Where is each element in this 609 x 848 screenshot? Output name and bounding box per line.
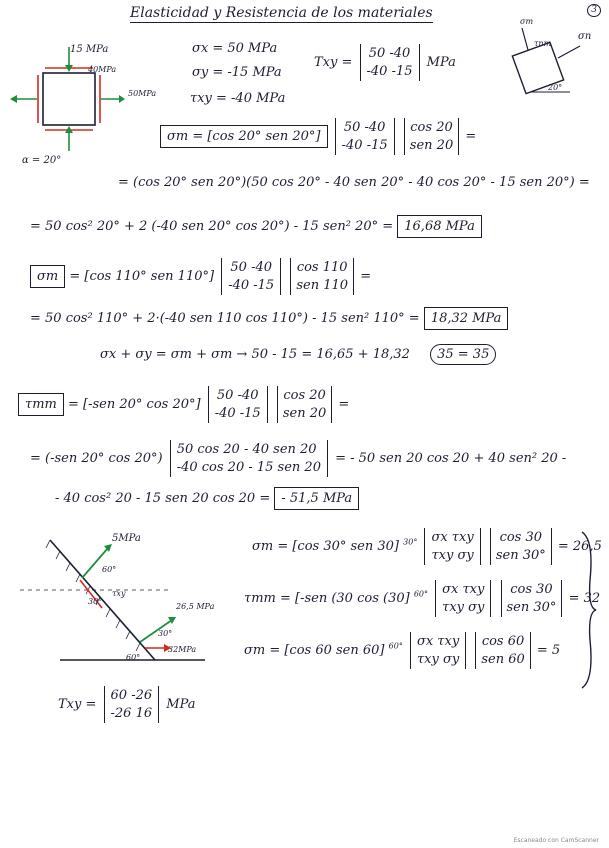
eq-tau-mm bbox=[18, 386, 349, 423]
eq8-r1: 50 cos 20 - 40 sen 20 bbox=[176, 442, 317, 457]
rhs2-lhs: τmm = [-sen (30 cos (30] bbox=[244, 591, 410, 607]
rhs-eq-2 bbox=[244, 580, 600, 617]
rhs1-v1: cos 30 bbox=[499, 530, 543, 545]
eq4-equals: = bbox=[360, 269, 372, 285]
scanner-footer: Escaneado con CamScanner bbox=[513, 837, 599, 844]
rhs3-result: = 5 bbox=[536, 643, 561, 659]
right-brace bbox=[580, 530, 600, 690]
tensor-row-1: 50 -40 bbox=[368, 46, 411, 61]
final-tensor-r1: 60 -26 bbox=[110, 688, 153, 703]
eq8-pre: = (-sen 20° cos 20°) bbox=[30, 451, 163, 467]
tensor-unit: MPa bbox=[426, 55, 456, 71]
given-txy: τxy = -40 MPa bbox=[190, 91, 286, 106]
stress-element-diagram bbox=[5, 35, 125, 195]
page-number: 3 bbox=[587, 4, 601, 17]
eq7-v2: sen 20 bbox=[282, 405, 327, 421]
diagram-a1: 60° bbox=[102, 565, 117, 574]
eq4-m1: 50 -40 bbox=[230, 260, 273, 275]
diagram-f3: 32MPa bbox=[168, 645, 197, 654]
rhs-eq-3 bbox=[244, 632, 560, 669]
final-tensor-matrix bbox=[104, 686, 160, 723]
corner-sm: σm bbox=[520, 17, 534, 26]
eq4-row: = [cos 110° sen 110°] bbox=[69, 269, 215, 285]
eq5-text: = 50 cos² 110° + 2·(-40 sen 110 cos 110°) - 15 sen² 110° = bbox=[30, 311, 420, 326]
rhs3-v1: cos 60 bbox=[481, 634, 525, 649]
eq7-m2: -40 -15 bbox=[214, 405, 261, 421]
diagram-f1: 5MPa bbox=[112, 533, 141, 544]
rhs3-v2: sen 60 bbox=[481, 651, 525, 667]
eq7-vector bbox=[277, 386, 332, 423]
rhs2-sup: 60° bbox=[413, 589, 429, 599]
stress-tensor bbox=[314, 44, 456, 81]
rhs2-m2: τxy σy bbox=[442, 599, 485, 615]
rhs3-m1: σx τxy bbox=[416, 634, 460, 649]
eq4-v1: cos 110 bbox=[296, 260, 348, 275]
rhs1-m2: τxy σy bbox=[431, 547, 474, 563]
eq8-post: = - 50 sen 20 cos 20 + 40 sen² 20 - bbox=[335, 451, 567, 467]
eq-sigma-m-110-result bbox=[30, 312, 508, 325]
rhs2-v1: cos 30 bbox=[510, 582, 553, 597]
eq7-m1: 50 -40 bbox=[216, 388, 259, 403]
eq7-row: = [-sen 20° cos 20°] bbox=[68, 397, 201, 413]
eq1-v1: cos 20 bbox=[410, 120, 453, 135]
rhs1-m1: σx τxy bbox=[431, 530, 474, 545]
rhs1-sup: 30° bbox=[403, 537, 418, 547]
rhs2-matrix bbox=[435, 580, 491, 617]
page-title: Elasticidad y Resistencia de los materiales bbox=[130, 5, 433, 21]
eq7-equals: = bbox=[338, 397, 350, 413]
eq1-equals: = bbox=[465, 129, 477, 145]
rhs-eq-1 bbox=[252, 528, 602, 565]
rhs1-lhs: σm = [cos 30° sen 30] bbox=[252, 539, 399, 555]
rhs1-matrix bbox=[424, 528, 480, 565]
rhs3-sup: 60° bbox=[388, 641, 403, 651]
final-tensor-unit: MPa bbox=[166, 697, 196, 713]
eq1-m2: -40 -15 bbox=[341, 137, 388, 153]
rhs3-matrix bbox=[410, 632, 466, 669]
final-tensor-label: Txy = bbox=[58, 697, 97, 713]
eq-sigma-m-result bbox=[30, 220, 482, 233]
eq5-result: 18,32 MPa bbox=[424, 307, 509, 330]
rhs2-result: = 32 bbox=[568, 591, 601, 607]
rhs1-result: = 26,5 bbox=[557, 539, 602, 555]
rhs1-vector bbox=[490, 528, 552, 565]
eq-sigma-m-110 bbox=[30, 258, 371, 295]
diagram-txy: τxy bbox=[112, 589, 126, 598]
eq1-lhs: σm = [cos 20° sen 20°] bbox=[160, 125, 328, 148]
given-sx: σx = 50 MPa bbox=[192, 41, 278, 56]
eq9-result: - 51,5 MPa bbox=[274, 487, 359, 510]
stress-label-shear: 40MPa bbox=[88, 65, 117, 74]
corner-tnm: τnm bbox=[534, 39, 552, 48]
rhs3-vector bbox=[475, 632, 530, 669]
rhs3-lhs: σm = [cos 60 sen 60] bbox=[244, 643, 385, 659]
eq4-lhs: σm bbox=[30, 265, 65, 288]
tensor-matrix bbox=[360, 44, 420, 81]
eq3-result: 16,68 MPa bbox=[397, 215, 482, 238]
diagram-a3: 30° bbox=[158, 629, 173, 638]
diagram-a4: 60° bbox=[126, 653, 141, 662]
diagram-a2: 30° bbox=[88, 597, 103, 606]
eq-invariant-check bbox=[100, 348, 496, 361]
eq7-lhs: τmm bbox=[18, 393, 64, 416]
eq-tau-expansion bbox=[30, 440, 566, 477]
eq4-m2: -40 -15 bbox=[228, 277, 275, 293]
eq6-result: 35 = 35 bbox=[430, 344, 496, 365]
given-sy: σy = -15 MPa bbox=[192, 65, 282, 80]
stress-label-right: 50MPa bbox=[128, 89, 157, 98]
stress-label-top: 15 MPa bbox=[70, 44, 109, 55]
rhs2-vector bbox=[501, 580, 563, 617]
diagram-f2: 26,5 MPa bbox=[176, 602, 215, 611]
eq7-v1: cos 20 bbox=[283, 388, 326, 403]
eq8-column bbox=[170, 440, 328, 477]
corner-angle: 20° bbox=[548, 83, 563, 92]
eq4-v2: sen 110 bbox=[296, 277, 349, 293]
final-tensor bbox=[58, 686, 196, 723]
rhs1-v2: sen 30° bbox=[495, 547, 546, 563]
eq3-text: = 50 cos² 20° + 2 (-40 sen 20° cos 20°) - 15 sen² 20° = bbox=[30, 219, 394, 234]
rhs2-m1: σx τxy bbox=[442, 582, 485, 597]
eq8-r2: -40 cos 20 - 15 sen 20 bbox=[176, 459, 321, 475]
eq1-m1: 50 -40 bbox=[343, 120, 386, 135]
corner-sn: σn bbox=[578, 31, 592, 42]
rhs2-v2: sen 30° bbox=[506, 599, 557, 615]
eq4-matrix bbox=[221, 258, 281, 295]
tensor-label: Txy = bbox=[314, 55, 353, 71]
eq6-text: σx + σy = σm + σm → 50 - 15 = 16,65 + 18,32 bbox=[100, 347, 410, 362]
eq9-text: - 40 cos² 20 - 15 sen 20 cos 20 = bbox=[55, 491, 271, 506]
alpha-label: α = 20° bbox=[22, 155, 62, 166]
eq4-vector bbox=[290, 258, 354, 295]
eq1-matrix bbox=[335, 118, 395, 155]
rhs3-m2: τxy σy bbox=[416, 651, 460, 667]
eq7-matrix bbox=[208, 386, 268, 423]
eq-sigma-m-20 bbox=[160, 118, 476, 155]
eq-tau-result bbox=[55, 492, 359, 505]
eq1-v2: sen 20 bbox=[409, 137, 454, 153]
tensor-row-2: -40 -15 bbox=[366, 63, 413, 79]
final-tensor-r2: -26 16 bbox=[110, 705, 153, 721]
eq-expansion: = (cos 20° sen 20°)(50 cos 20° - 40 sen 20° - 40 cos 20° - 15 sen 20°) = bbox=[118, 175, 590, 190]
eq1-vector bbox=[404, 118, 459, 155]
